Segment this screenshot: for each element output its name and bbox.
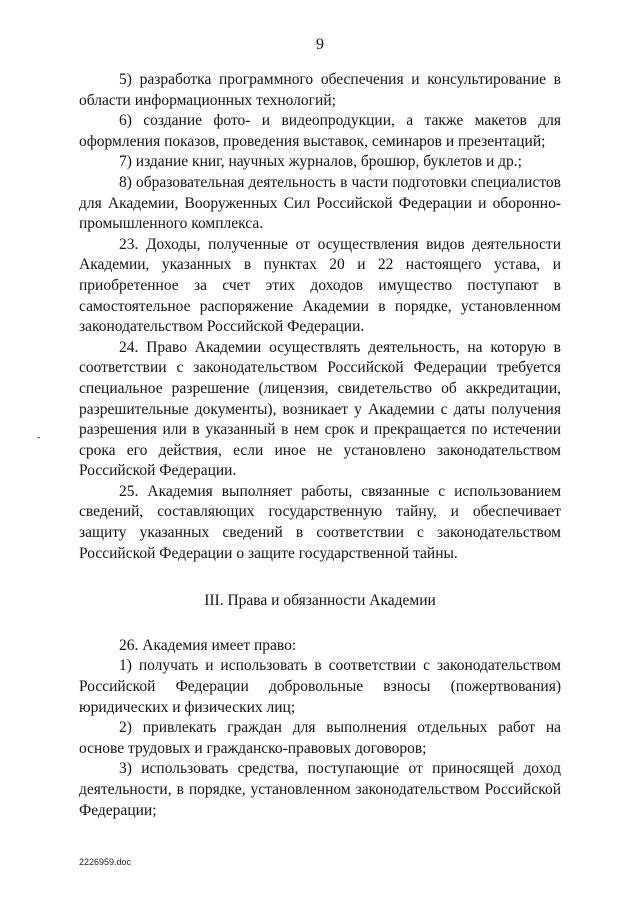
paragraph-clause-25: 25. Академия выполняет работы, связанные с использованием сведений, составляющих государственную тайну, и обеспечивает защиту указанных сведений в соответствии с законодательством Российской Федерации о защите государственной тайны.	[79, 482, 561, 562]
paragraph-item-5: 5) разработка программного обеспечения и консультирование в области информационных технологий;	[79, 71, 561, 109]
page-number: 9	[316, 36, 324, 53]
paragraph-item-7: 7) издание книг, научных журналов, брошюр, буклетов и др.;	[119, 153, 522, 171]
paragraph-clause-26: 26. Академия имеет право:	[119, 636, 297, 654]
paragraph-item-6: 6) создание фото- и видеопродукции, а также макетов для оформления показов, проведения выставок, семинаров и презентаций;	[79, 112, 561, 150]
paragraph-right-2: 2) привлекать граждан для выполнения отдельных работ на основе трудовых и гражданско-правовых договоров;	[79, 719, 561, 757]
document-body	[79, 70, 561, 821]
paragraph-right-3: 3) использовать средства, поступающие от приносящей доход деятельности, в порядке, установленном законодательством Российской Федерации;	[79, 760, 561, 819]
section-heading: III. Права и обязанности Академии	[204, 592, 436, 610]
paragraph-clause-23: 23. Доходы, полученные от осуществления видов деятельности Академии, указанных в пунктах 20 и 22 настоящего устава, и приобретенное за счет этих доходов имущество поступают в самостоятельное распоряжение Академии в порядке, установленном законодательством Российской Федерации.	[79, 235, 561, 336]
margin-mark	[37, 437, 40, 438]
footer-filename: 2226959.doc	[79, 857, 132, 867]
paragraph-item-8: 8) образовательная деятельность в части подготовки специалистов для Академии, Вооруженных Сил Российской Федерации и оборонно-промышленного комплекса.	[79, 173, 561, 233]
paragraph-clause-24: 24. Право Академии осуществлять деятельность, на которую в соответствии с законодательством Российской Федерации требуется специальное разрешение (лицензия, свидетельство об аккредитации, разрешительные документы), возникает у Академии с даты получения разрешения или в указанный в нем срок и прекращается по истечении срока его действия, если иное не установлено законодательством Российской Федерации.	[79, 338, 561, 480]
paragraph-right-1: 1) получать и использовать в соответствии с законодательством Российской Федерации добровольные взносы (пожертвования) юридических и физических лиц;	[79, 657, 561, 716]
